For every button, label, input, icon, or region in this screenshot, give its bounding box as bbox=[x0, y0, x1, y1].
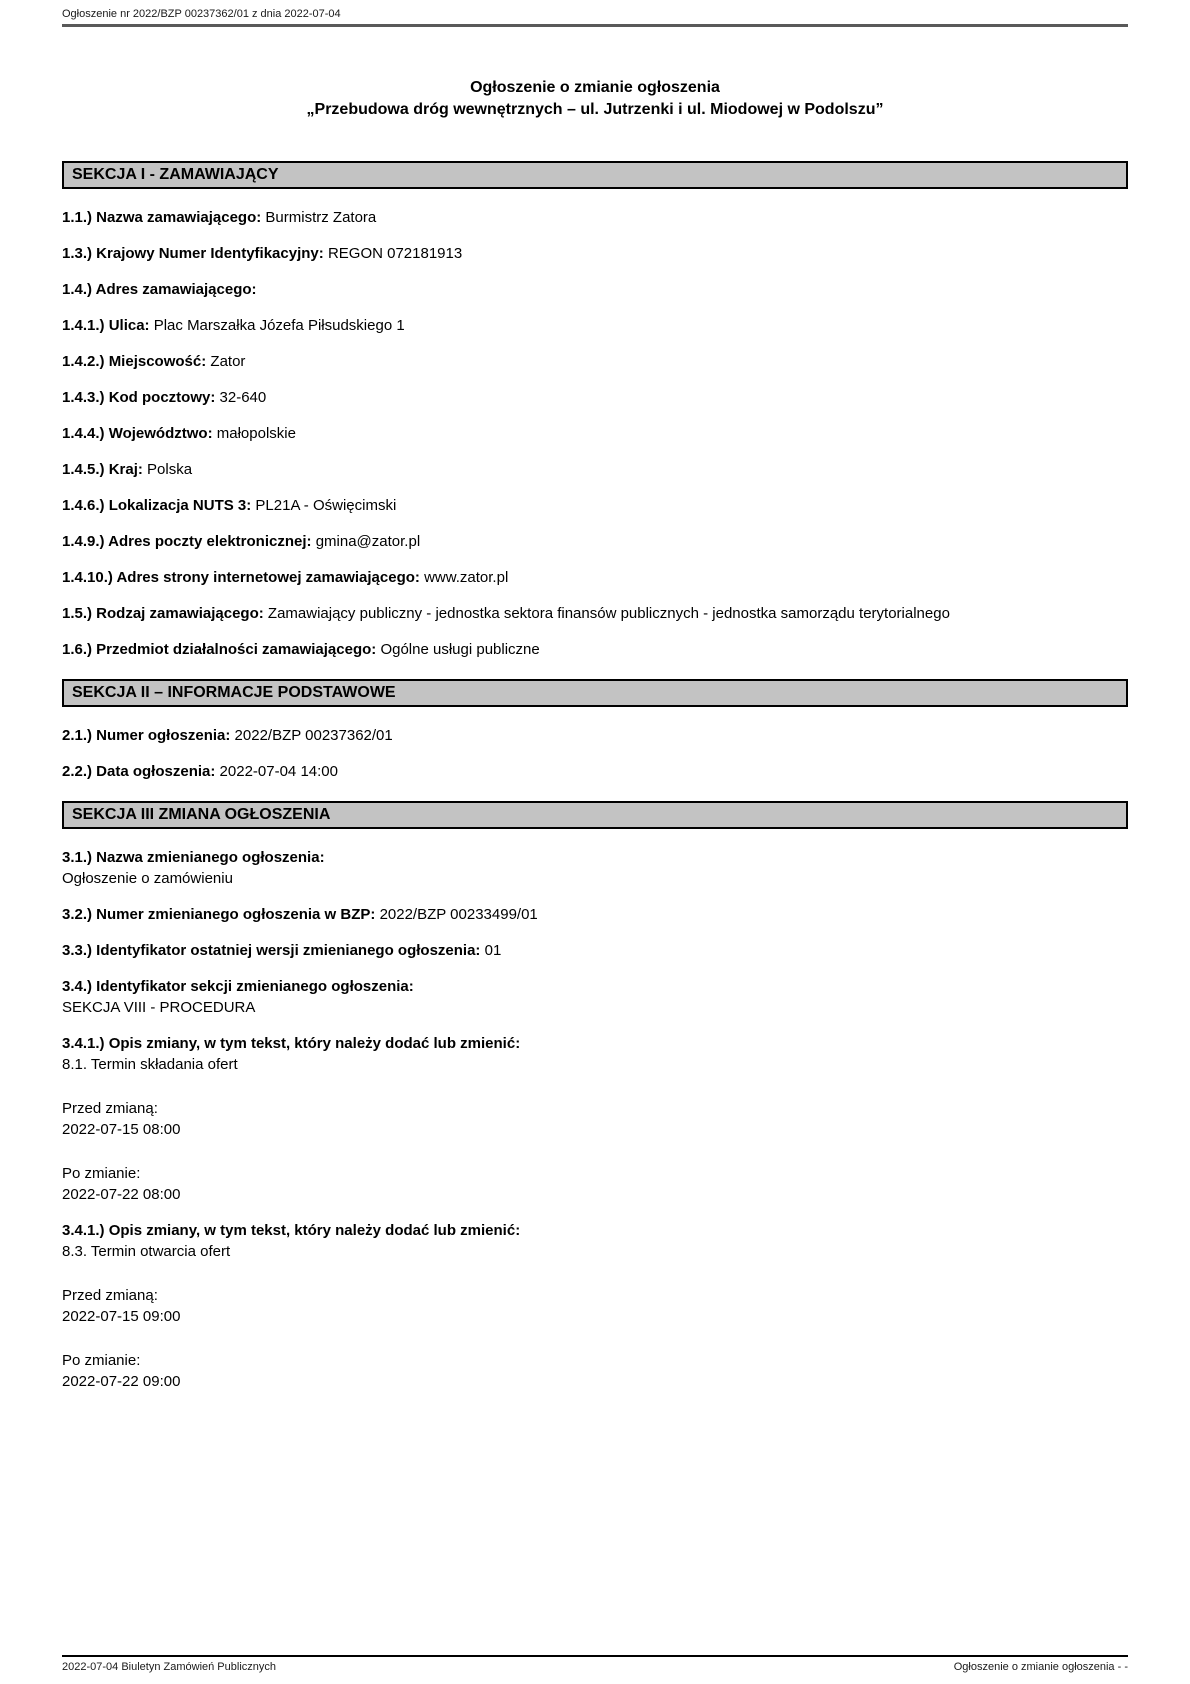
field-value: Burmistrz Zatora bbox=[265, 209, 377, 226]
page-title bbox=[62, 77, 1128, 121]
field-row bbox=[62, 761, 1128, 782]
field-row bbox=[62, 940, 1128, 961]
field-row bbox=[62, 1033, 1128, 1075]
field-row bbox=[62, 423, 1128, 444]
footer-right-note: Ogłoszenie o zmianie ogłoszenia - - bbox=[953, 1661, 1128, 1673]
change-value: 2022-07-15 08:00 bbox=[62, 1121, 181, 1138]
field-value: 2022/BZP 00233499/01 bbox=[379, 906, 538, 923]
field-label: 1.1.) Nazwa zamawiającego: bbox=[62, 209, 262, 226]
change-value: 2022-07-15 09:00 bbox=[62, 1308, 181, 1325]
field-value: 2022-07-04 14:00 bbox=[219, 763, 338, 780]
field-value: REGON 072181913 bbox=[327, 245, 463, 262]
field-row bbox=[62, 279, 1128, 300]
field-value: www.zator.pl bbox=[424, 569, 509, 586]
field-value: Plac Marszałka Józefa Piłsudskiego 1 bbox=[153, 317, 405, 334]
field-label: 1.4.2.) Miejscowość: bbox=[62, 353, 207, 370]
field-value: małopolskie bbox=[216, 425, 296, 442]
document-body bbox=[62, 161, 1128, 1392]
field-label: 1.3.) Krajowy Numer Identyfikacyjny: bbox=[62, 245, 324, 262]
change-before-block bbox=[62, 1098, 1128, 1140]
field-row bbox=[62, 207, 1128, 228]
field-row bbox=[62, 495, 1128, 516]
field-row bbox=[62, 603, 1128, 624]
field-row bbox=[62, 725, 1128, 746]
field-value: 01 bbox=[484, 942, 502, 959]
change-label: Przed zmianą: bbox=[62, 1100, 158, 1117]
field-label: 1.4.3.) Kod pocztowy: bbox=[62, 389, 216, 406]
field-row bbox=[62, 639, 1128, 660]
field-row bbox=[62, 315, 1128, 336]
change-label: Po zmianie: bbox=[62, 1352, 141, 1369]
field-value: 8.1. Termin składania ofert bbox=[62, 1056, 238, 1073]
field-label: 1.4.) Adres zamawiającego: bbox=[62, 281, 257, 298]
field-value: Zamawiający publiczny - jednostka sektora finansów publicznych - jednostka samorządu terytorialnego bbox=[267, 605, 950, 622]
field-row bbox=[62, 904, 1128, 925]
field-label: 2.2.) Data ogłoszenia: bbox=[62, 763, 216, 780]
change-label: Po zmianie: bbox=[62, 1165, 141, 1182]
field-row bbox=[62, 1220, 1128, 1262]
field-value: gmina@zator.pl bbox=[315, 533, 421, 550]
field-row bbox=[62, 976, 1128, 1018]
field-value: Ogłoszenie o zamówieniu bbox=[62, 870, 233, 887]
change-after-block bbox=[62, 1350, 1128, 1392]
field-row bbox=[62, 243, 1128, 264]
field-label: 1.5.) Rodzaj zamawiającego: bbox=[62, 605, 264, 622]
field-label: 3.4.) Identyfikator sekcji zmienianego ogłoszenia: bbox=[62, 978, 414, 995]
field-label: 3.4.1.) Opis zmiany, w tym tekst, który należy dodać lub zmienić: bbox=[62, 1222, 521, 1239]
field-value: Zator bbox=[210, 353, 246, 370]
field-label: 1.4.5.) Kraj: bbox=[62, 461, 143, 478]
field-value: 32-640 bbox=[219, 389, 267, 406]
field-value: PL21A - Oświęcimski bbox=[255, 497, 397, 514]
page-title-line1: Ogłoszenie o zmianie ogłoszenia bbox=[470, 79, 720, 96]
field-label: 3.2.) Numer zmienianego ogłoszenia w BZP: bbox=[62, 906, 376, 923]
field-label: 1.4.1.) Ulica: bbox=[62, 317, 150, 334]
field-row bbox=[62, 459, 1128, 480]
change-after-block bbox=[62, 1163, 1128, 1205]
section-heading-3: SEKCJA III ZMIANA OGŁOSZENIA bbox=[62, 801, 1128, 829]
change-value: 2022-07-22 08:00 bbox=[62, 1186, 181, 1203]
field-label: 3.4.1.) Opis zmiany, w tym tekst, który należy dodać lub zmienić: bbox=[62, 1035, 521, 1052]
field-label: 1.4.6.) Lokalizacja NUTS 3: bbox=[62, 497, 252, 514]
field-value: 2022/BZP 00237362/01 bbox=[234, 727, 393, 744]
field-label: 1.4.4.) Województwo: bbox=[62, 425, 213, 442]
section-heading-2: SEKCJA II – INFORMACJE PODSTAWOWE bbox=[62, 679, 1128, 707]
field-label: 1.4.10.) Adres strony internetowej zamawiającego: bbox=[62, 569, 420, 586]
field-row bbox=[62, 567, 1128, 588]
field-value: 8.3. Termin otwarcia ofert bbox=[62, 1243, 231, 1260]
change-value: 2022-07-22 09:00 bbox=[62, 1373, 181, 1390]
page-footer bbox=[62, 1655, 1128, 1674]
field-label: 3.1.) Nazwa zmienianego ogłoszenia: bbox=[62, 849, 325, 866]
field-label: 3.3.) Identyfikator ostatniej wersji zmienianego ogłoszenia: bbox=[62, 942, 481, 959]
field-row bbox=[62, 847, 1128, 889]
page-title-line2: „Przebudowa dróg wewnętrznych – ul. Jutrzenki i ul. Miodowej w Podolszu” bbox=[306, 101, 884, 118]
document-header-note: Ogłoszenie nr 2022/BZP 00237362/01 z dnia 2022-07-04 bbox=[62, 8, 341, 20]
field-value: Polska bbox=[147, 461, 193, 478]
footer-left-note: 2022-07-04 Biuletyn Zamówień Publicznych bbox=[62, 1661, 277, 1673]
field-label: 2.1.) Numer ogłoszenia: bbox=[62, 727, 231, 744]
change-before-block bbox=[62, 1285, 1128, 1327]
field-label: 1.6.) Przedmiot działalności zamawiającego: bbox=[62, 641, 377, 658]
header-divider bbox=[62, 24, 1128, 27]
field-value: Ogólne usługi publiczne bbox=[380, 641, 540, 658]
field-row bbox=[62, 531, 1128, 552]
field-row bbox=[62, 351, 1128, 372]
field-row bbox=[62, 387, 1128, 408]
section-heading-1: SEKCJA I - ZAMAWIAJĄCY bbox=[62, 161, 1128, 189]
field-value: SEKCJA VIII - PROCEDURA bbox=[62, 999, 256, 1016]
change-label: Przed zmianą: bbox=[62, 1287, 158, 1304]
field-label: 1.4.9.) Adres poczty elektronicznej: bbox=[62, 533, 312, 550]
